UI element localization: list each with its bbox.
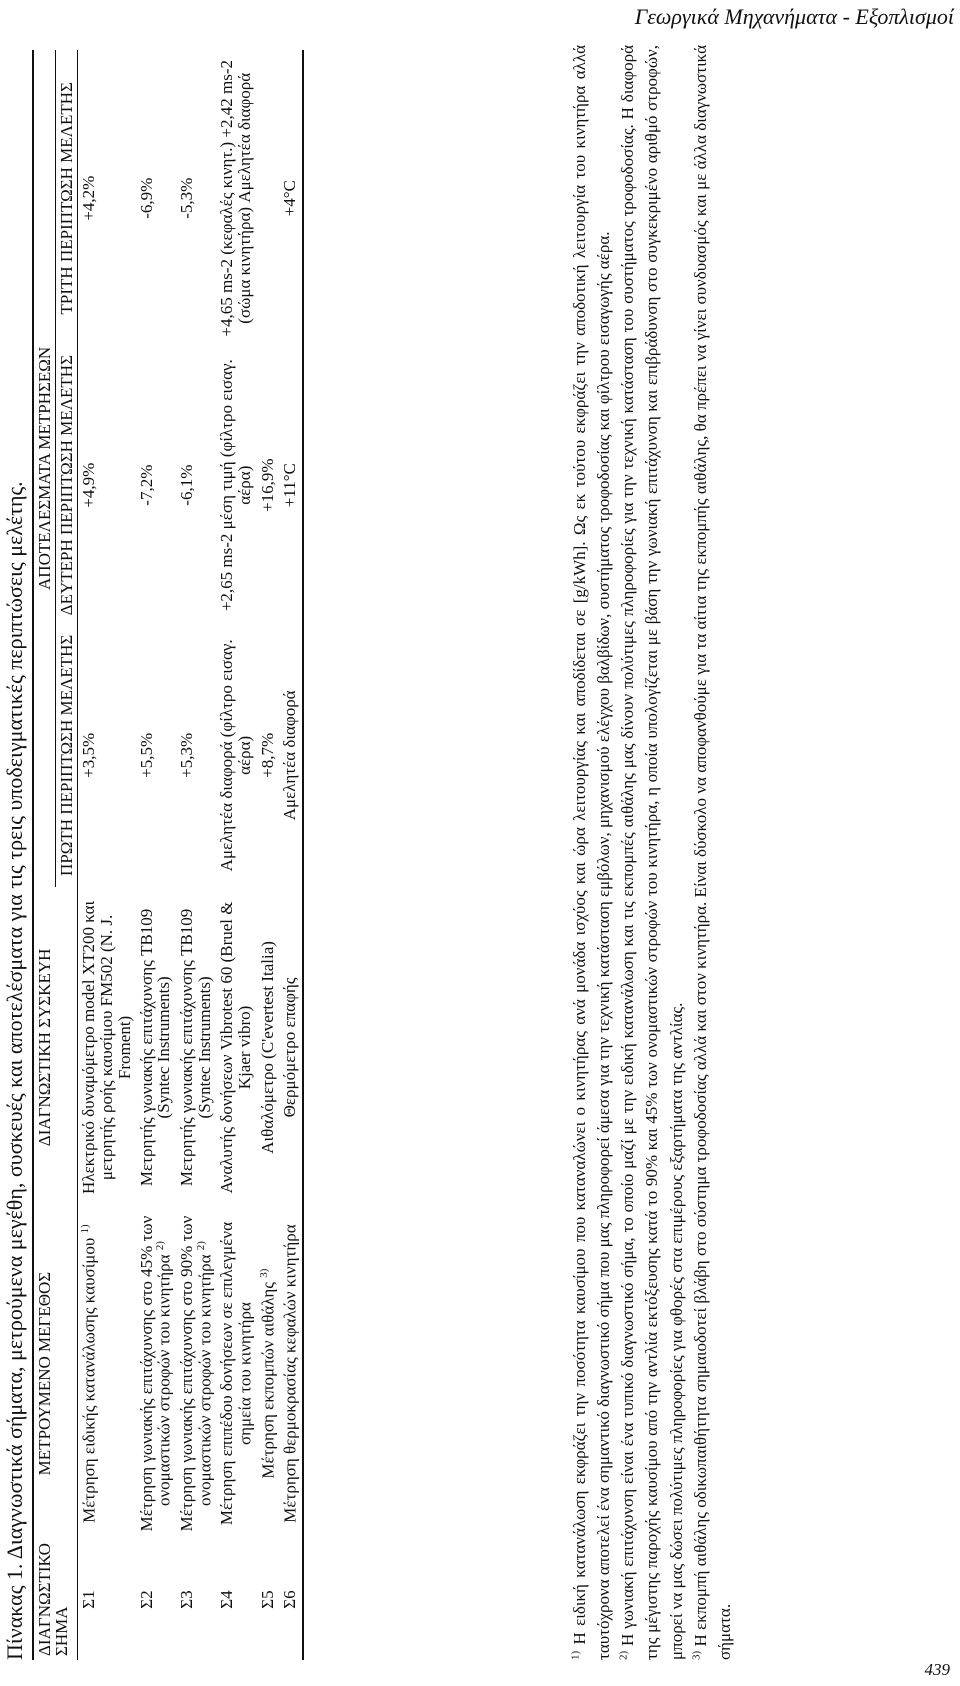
case1-cell: Αμελητέα διαφορά: [279, 624, 303, 887]
header-results: ΑΠΟΤΕΛΕΣΜΑΤΑ ΜΕΤΡΗΣΕΩΝ: [33, 50, 56, 887]
case2-cell: +2,65 ms-2 μέση τιμή (φίλτρο εισαγ. αέρα): [217, 359, 255, 612]
page-number: 439: [924, 1660, 950, 1679]
case3-cell: [257, 50, 280, 347]
header-case2: ΔΕΥΤΕΡΗ ΠΕΡΙΠΤΩΣΗ ΜΕΛΕΤΗΣ: [56, 347, 78, 624]
header-measured: ΜΕΤΡΟΥΜΕΝΟ ΜΕΓΕΘΟΣ: [33, 1208, 78, 1539]
case1-cell: Αμελητέα διαφορά (φίλτρο εισαγ. αέρα): [217, 639, 255, 872]
header-case1: ΠΡΩΤΗ ΠΕΡΙΠΤΩΣΗ ΜΕΛΕΤΗΣ: [56, 624, 78, 887]
table-row: [257, 50, 280, 1660]
rotated-content: [0, 24, 900, 1660]
footnotes: [568, 45, 737, 1660]
measured-cell: Μέτρηση γωνιακής επιτάχυνσης στο 45% των ονομαστικών στροφών του κινητήρα $^{2)}$: [136, 1215, 175, 1532]
device-cell: Θερμόμετρο επαφής: [279, 887, 303, 1208]
header-signal: ΔΙΑΓΝΩΣΤΙΚΟ ΣΗΜΑ: [33, 1539, 78, 1660]
footnote-3: $^{3)}$ Η εκπομπή αιθάλης οδικωπαιθήτητα σημαιοδοτεί βλάβη στο σύστημα τροφοδοσίας αλλά και στον κινητήρα. Είναι δύσκολο να αποφανθούμε για τα αίτια της εκπομπής αιθάλης, θα πρέπει να γίνει συνδυασμός και με άλλα διαγνωστικά σήματα.: [689, 44, 734, 1660]
case2-cell: +11°C: [279, 347, 303, 624]
signal-cell: Σ5: [257, 1590, 277, 1609]
signal-cell: Σ2: [136, 1590, 156, 1609]
footnote-1: $^{1)}$ Η ειδική κατανάλωση εκφράζει την ποσότητα καυσίμου που καταναλώνει ο κινητήρας ανά μονάδα ισχύος και ώρα λειτουργίας και αποδίδεται σε [g/kWh]. Ως εκ τούτου εκφράζει την αποδοτική λειτουργία του κινητήρα αλλά ταυτόχρονα αποτελεί ένα σημαντικό διαγνωστικό σήμα που μας πληροφορεί άμεσα για την τεχνική κατάσταση εμβόλων, μηχανισμού ελέγχου βαλβίδων, συστήματος τροφοδοσίας και φίλτρου εισαγωγής αέρα.: [569, 45, 614, 1660]
measured-cell: Μέτρηση εκπομπών αιθάλης $^{3)}$: [257, 1268, 278, 1479]
measured-cell: Μέτρηση επιπέδου δονήσεων σε επιλεγμένα σημεία του κινητήρα: [217, 1222, 255, 1526]
diagnostics-table: [32, 50, 304, 1660]
device-cell: Μετρητής γωνιακής επιτάχυνσης TB109 (Syntec Instruments): [136, 908, 174, 1187]
case2-cell: -7,2%: [136, 464, 156, 506]
signal-cell: Σ3: [176, 1590, 196, 1609]
device-cell: Ηλεκτρικό δυναμόμετρο model XT200 και μετρητής ροής καυσίμου FM502 (N. J. Froment): [79, 900, 134, 1194]
case1-cell: +5,3%: [176, 732, 196, 778]
table-caption: Πίνακας 1. Διαγνωστικά σήματα, μετρούμενα μεγέθη, συσκευές και αποτελέσματα για τις τρεις υποδειγματικές περιπτώσεις μελέτης.: [2, 481, 27, 1660]
device-cell: Μετρητής γωνιακής επιτάχυνσης TB109 (Syntec Instruments): [176, 908, 214, 1187]
case2-cell: +16,9%: [257, 458, 277, 512]
running-header: Γεωργικά Μηχανήματα - Εξοπλισμοί: [634, 4, 954, 29]
signal-cell: Σ6: [279, 1539, 303, 1660]
case2-cell: +4,9%: [79, 462, 98, 508]
case3-cell: +4°C: [279, 50, 303, 347]
table-row: [136, 50, 176, 1660]
table-row: [279, 50, 303, 1660]
case3-cell: +4,2%: [79, 175, 98, 221]
footnote-ref: 2): [154, 1241, 167, 1251]
header-device: ΔΙΑΓΝΩΣΤΙΚΗ ΣΥΣΚΕΥΗ: [33, 887, 78, 1208]
case3-cell: -6,9%: [136, 177, 156, 219]
case1-cell: +8,7%: [257, 732, 277, 778]
footnote-ref: 3): [257, 1268, 270, 1278]
table-row: [78, 50, 136, 1660]
footnote-2: $^{2)}$ Η γωνιακή επιτάχυνση είναι ένα τυπικό διαγνωστικό σήμα, το οποίο μαζί με την ειδική κατανάλωση και τις εκπομπές αιθάλης μας δίνουν πολύτιμες πληροφορίες για την τεχνική κατάσταση του συστήματος τροφοδοσίας. Η διαφορά της μέγιστης παροχής καυσίμου από την αντλία εκτόξευσης κατά το 90% και 45% των ονομαστικών στροφών του κινητήρα, η οποία υπολογίζεται με βάση την γωνιακή επιτάχυνση και επιβράδυνση στο συγκεκριμένο αριθμό στροφών, μπορεί να μας δώσει πολύτιμες πληροφορίες για φθορές στα επιμέρους εξαρτήματα της αντλίας.: [617, 44, 686, 1660]
case3-cell: -5,3%: [176, 177, 196, 219]
case2-cell: -6,1%: [176, 464, 196, 506]
measured-cell: Μέτρηση ειδικής κατανάλωσης καυσίμου $^{1)}$: [79, 1224, 99, 1523]
table-row: [176, 50, 216, 1660]
measured-cell: Μέτρηση θερμοκρασίας κεφαλών κινητήρα: [279, 1208, 303, 1539]
header-case3: ΤΡΙΤΗ ΠΕΡΙΠΤΩΣΗ ΜΕΛΕΤΗΣ: [56, 50, 78, 347]
footnote-ref: 2): [194, 1241, 207, 1251]
case1-cell: +3,5%: [79, 732, 98, 778]
table-row: [216, 50, 256, 1660]
signal-cell: Σ1: [79, 1590, 98, 1609]
device-cell: Αναλυτής δονήσεων Vibrotest 60 (Bruel & Kjaer vibro): [217, 901, 255, 1194]
case1-cell: +5,5%: [136, 732, 156, 778]
signal-cell: Σ4: [217, 1590, 237, 1609]
measured-cell: Μέτρηση γωνιακής επιτάχυνσης στο 90% των ονομαστικών στροφών του κινητήρα $^{2)}$: [176, 1215, 215, 1532]
case3-cell: +4,65 ms-2 (κεφαλές κινητ.) +2,42 ms-2 (σώμα κινητήρα) Αμελητέα διαφορά: [217, 59, 255, 337]
footnote-ref: 1): [79, 1224, 91, 1234]
device-cell: Αιθαλόμετρο (C'evertest Italia): [257, 941, 277, 1154]
